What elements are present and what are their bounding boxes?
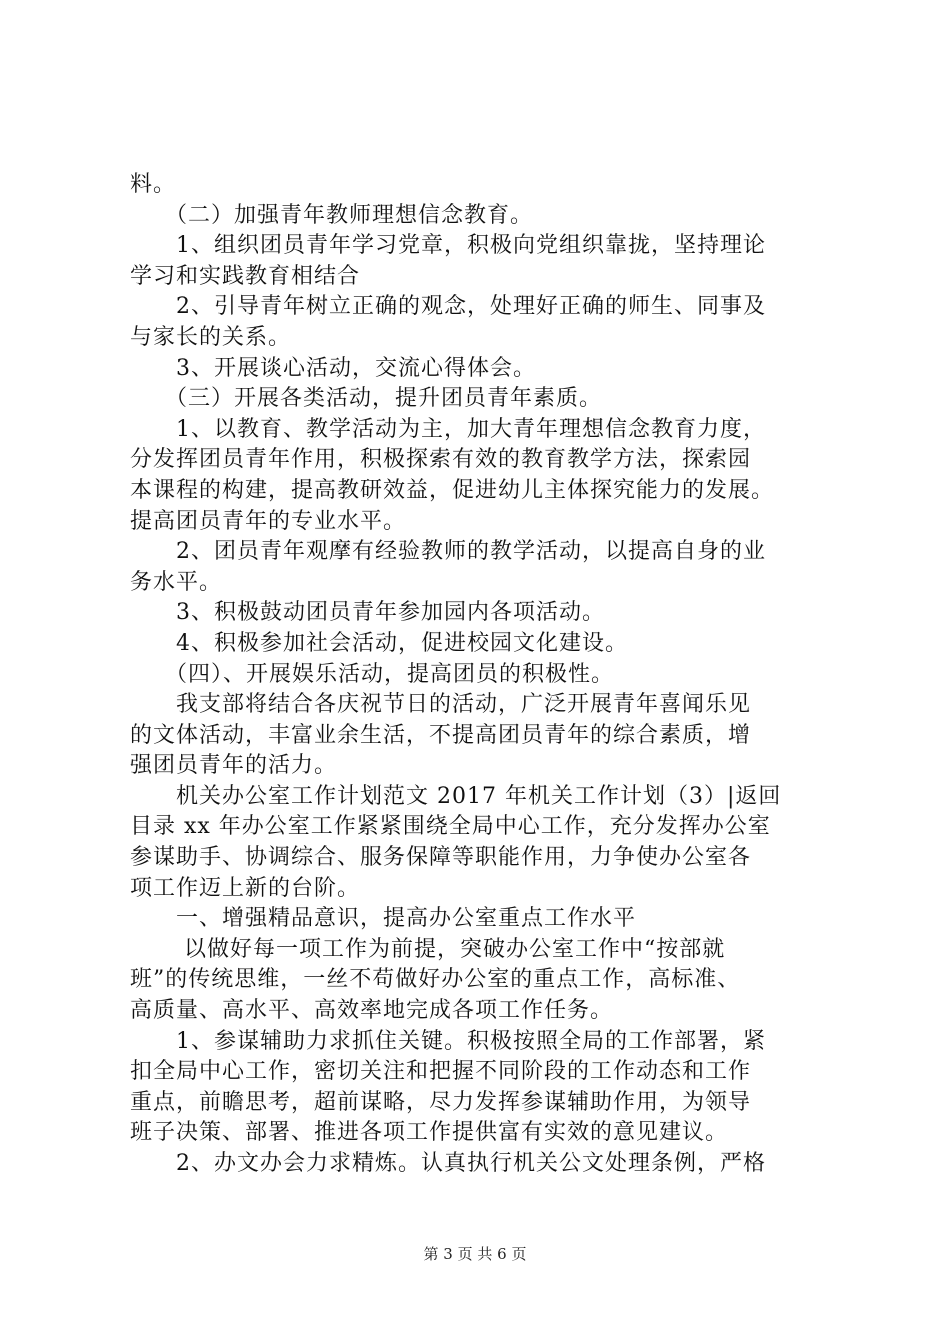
section-heading: （二）加强青年教师理想信念教育。 [130,202,534,228]
page-number-footer: 第 3 页 共 6 页 [423,1245,527,1263]
text-line: 1、参谋辅助力求抓住关键。积极按照全局的工作部署，紧 [130,1028,766,1054]
text-line: 以做好每一项工作为前提，突破办公室工作中“按部就 [130,936,726,962]
text-line: 料。 [130,172,177,197]
text-line: 强团员青年的活力。 [130,753,338,779]
text-line: 提高团员青年的专业水平。 [130,508,407,534]
text-line: 班子决策、部署、推进各项工作提供富有实效的意见建议。 [130,1120,729,1146]
section-heading: （四）、开展娱乐活动，提高团员的积极性。 [130,661,615,687]
text-line: 4、积极参加社会活动，促进校园文化建设。 [130,630,628,656]
text-line: 与家长的关系。 [130,324,292,350]
text-line: 我支部将结合各庆祝节日的活动，广泛开展青年喜闻乐见 [130,692,752,718]
text-line: 高质量、高水平、高效率地完成各项工作任务。 [130,998,614,1024]
section-heading: 一、增强精品意识，提高办公室重点工作水平 [130,906,637,932]
text-line: 机关办公室工作计划范文 2017 年机关工作计划（3）|返回 [130,783,782,809]
text-line: 参谋助手、协调综合、服务保障等职能作用，力争使办公室各 [130,845,752,871]
text-line: 本课程的构建，提高教研效益，促进幼儿主体探究能力的发展。 [130,477,775,503]
text-line: 扣全局中心工作，密切关注和把握不同阶段的工作动态和工作 [130,1059,752,1085]
text-line: 班”的传统思维，一丝不苟做好办公室的重点工作，高标准、 [130,967,741,993]
document-body [130,170,830,1180]
text-line: 2、引导青年树立正确的观念，处理好正确的师生、同事及 [130,294,766,320]
text-line: 1、组织团员青年学习党章，积极向党组织靠拢，坚持理论 [130,233,766,259]
text-line: 重点，前瞻思考，超前谋略，尽力发挥参谋辅助作用，为领导 [130,1089,752,1115]
text-line: 1、以教育、教学活动为主，加大青年理想信念教育力度， [130,416,766,442]
section-heading: （三）开展各类活动，提升团员青年素质。 [130,386,603,412]
text-line: 项工作迈上新的台阶。 [130,875,361,901]
text-line: 学习和实践教育相结合 [130,263,361,289]
text-line: 3、积极鼓动团员青年参加园内各项活动。 [130,600,605,626]
text-line: 3、开展谈心活动，交流心得体会。 [130,355,536,381]
text-line: 的文体活动，丰富业余生活，不提高团员青年的综合素质，增 [130,722,752,748]
text-line: 目录 xx 年办公室工作紧紧围绕全局中心工作，充分发挥办公室 [130,814,771,840]
text-line: 分发挥团员青年作用，积极探索有效的教育教学方法，探索园 [130,447,752,473]
text-line: 2、办文办会力求精炼。认真执行机关公文处理条例，严格 [130,1151,766,1176]
text-line: 2、团员青年观摩有经验教师的教学活动，以提高自身的业 [130,539,766,565]
text-line: 务水平。 [130,569,223,595]
